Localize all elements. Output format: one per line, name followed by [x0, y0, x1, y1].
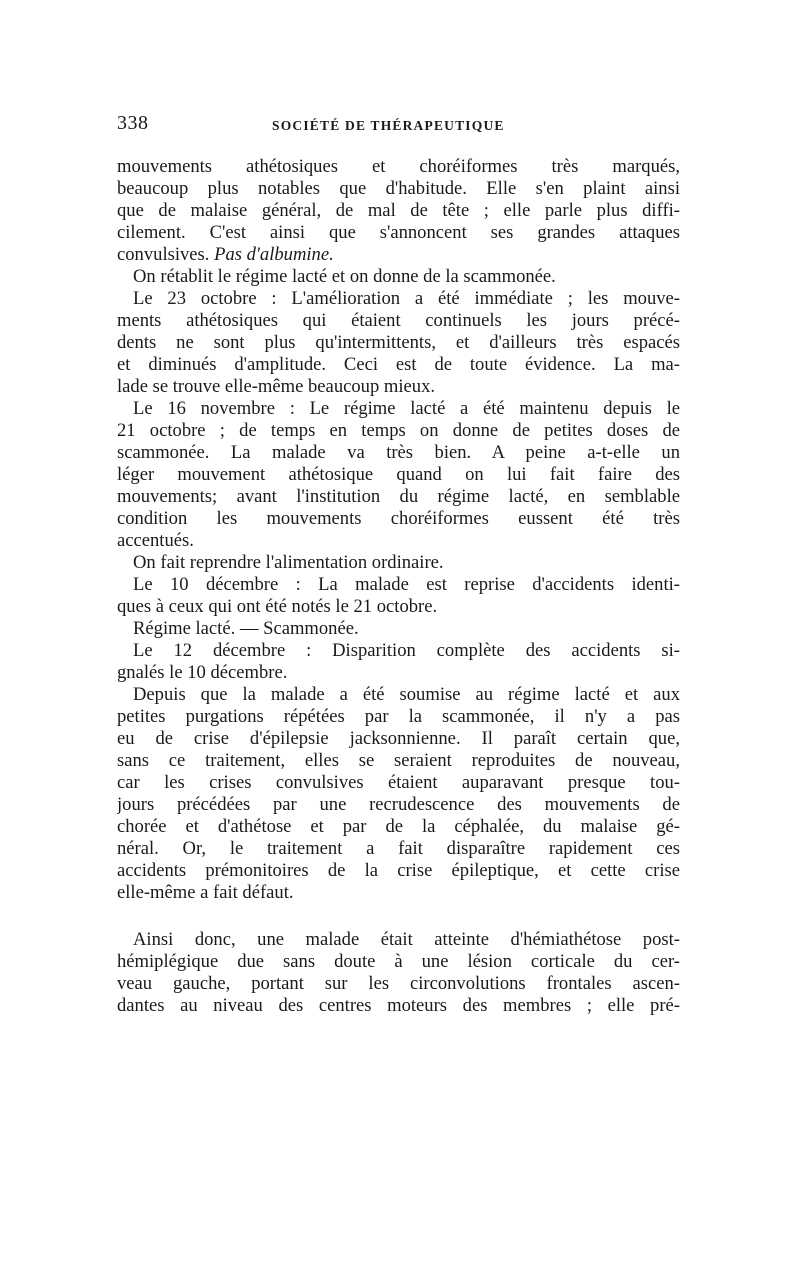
- page-header: [117, 112, 680, 142]
- text-line: mouvements; avant l'institution du régime lacté, en semblable: [117, 486, 680, 507]
- text-fragment: convulsives.: [117, 244, 215, 265]
- paragraph: [117, 266, 680, 288]
- text-line: mouvements athétosiques et choréiformes très marqués,: [117, 156, 680, 177]
- text-line: Le 16 novembre : Le régime lacté a été maintenu depuis le: [133, 398, 680, 419]
- text-line: Depuis que la malade a été soumise au régime lacté et aux: [133, 684, 680, 705]
- text-line: On rétablit le régime lacté et on donne de la scammonée.: [133, 266, 556, 287]
- running-head: SOCIÉTÉ DE THÉRAPEUTIQUE: [272, 118, 505, 133]
- text-line: Le 10 décembre : La malade est reprise d'accidents identi-: [133, 574, 680, 595]
- text-line: néral. Or, le traitement a fait disparaître rapidement ces: [117, 838, 680, 859]
- text-line: dantes au niveau des centres moteurs des membres ; elle pré-: [117, 995, 680, 1016]
- text-line: eu de crise d'épilepsie jacksonnienne. Il paraît certain que,: [117, 728, 680, 749]
- text-line: beaucoup plus notables que d'habitude. Elle s'en plaint ainsi: [117, 178, 680, 199]
- text-line: car les crises convulsives étaient auparavant presque tou-: [117, 772, 680, 793]
- text-line: On fait reprendre l'alimentation ordinaire.: [133, 552, 444, 573]
- text-line: 21 octobre ; de temps en temps on donne de petites doses de: [117, 420, 680, 441]
- text-line: sans ce traitement, elles se seraient reproduites de nouveau,: [117, 750, 680, 771]
- text-line: cilement. C'est ainsi que s'annoncent ses grandes attaques: [117, 222, 680, 243]
- text-line: Le 12 décembre : Disparition complète des accidents si-: [133, 640, 680, 661]
- paragraph: [117, 640, 680, 684]
- text-line: [117, 244, 680, 266]
- text-line: accidents prémonitoires de la crise épileptique, et cette crise: [117, 860, 680, 881]
- text-line: scammonée. La malade va très bien. A peine a-t-elle un: [117, 442, 680, 463]
- page-number: 338: [117, 112, 149, 134]
- book-page: [117, 112, 680, 1017]
- paragraph: [117, 288, 680, 398]
- paragraph: [117, 552, 680, 574]
- paragraph: [117, 574, 680, 618]
- section-gap: [117, 904, 680, 929]
- text-line: gnalés le 10 décembre.: [117, 662, 288, 683]
- text-line: veau gauche, portant sur les circonvolutions frontales ascen-: [117, 973, 680, 994]
- text-line: chorée et d'athétose et par de la céphalée, du malaise gé-: [117, 816, 680, 837]
- text-line: jours précédées par une recrudescence des mouvements de: [117, 794, 680, 815]
- text-line: lade se trouve elle-même beaucoup mieux.: [117, 376, 436, 397]
- text-line: Régime lacté. — Scammonée.: [133, 618, 359, 639]
- text-line: et diminués d'amplitude. Ceci est de toute évidence. La ma-: [117, 354, 680, 375]
- paragraph: [117, 929, 680, 1017]
- text-line: Le 23 octobre : L'amélioration a été immédiate ; les mouve-: [133, 288, 680, 309]
- paragraph: [117, 398, 680, 552]
- italic-note: Pas d'albumine.: [214, 244, 334, 265]
- text-line: elle-même a fait défaut.: [117, 882, 294, 903]
- text-line: Ainsi donc, une malade était atteinte d'hémiathétose post-: [133, 929, 680, 950]
- text-line: ques à ceux qui ont été notés le 21 octobre.: [117, 596, 438, 617]
- text-line: dents ne sont plus qu'intermittents, et d'ailleurs très espacés: [117, 332, 680, 353]
- text-line: ments athétosiques qui étaient continuels les jours précé-: [117, 310, 680, 331]
- text-line: petites purgations répétées par la scammonée, il n'y a pas: [117, 706, 680, 727]
- text-line: hémiplégique due sans doute à une lésion corticale du cer-: [117, 951, 680, 972]
- paragraph: [117, 684, 680, 904]
- text-line: que de malaise général, de mal de tête ; elle parle plus diffi-: [117, 200, 680, 221]
- paragraph: [117, 156, 680, 266]
- text-line: léger mouvement athétosique quand on lui fait faire des: [117, 464, 680, 485]
- text-line: accentués.: [117, 530, 194, 551]
- paragraph: [117, 618, 680, 640]
- text-line: condition les mouvements choréiformes eussent été très: [117, 508, 680, 529]
